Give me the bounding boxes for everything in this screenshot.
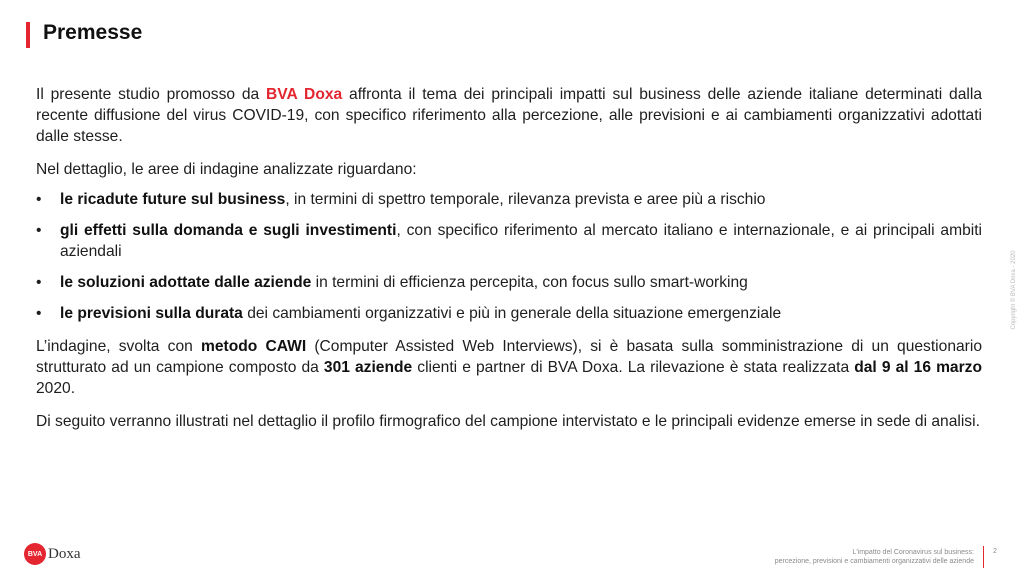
- list-item-bold: le ricadute future sul business: [60, 191, 286, 208]
- methodology-paragraph: [36, 336, 982, 399]
- bullet-icon: •: [36, 222, 42, 239]
- footer-divider: [983, 546, 984, 568]
- areas-list: [36, 189, 982, 324]
- list-item-bold: gli effetti sulla domanda e sugli investimenti: [60, 222, 397, 239]
- bullet-icon: •: [36, 274, 42, 291]
- list-item: [36, 272, 982, 293]
- intro-text-before: Il presente studio promosso da: [36, 86, 267, 103]
- list-item-text: dei cambiamenti organizzativi e più in generale della situazione emergenziale: [242, 305, 782, 322]
- list-item: [36, 189, 982, 210]
- brand-name: BVA Doxa: [266, 86, 343, 103]
- methodology-bold-sample: 301 aziende: [323, 359, 413, 376]
- page-number: 2: [993, 548, 997, 555]
- bullet-icon: •: [36, 191, 42, 208]
- footer-caption-line2: percezione, previsioni e cambiamenti organizzativi delle aziende: [774, 558, 974, 565]
- copyright-notice: Copyright © BVA Doxa - 2020: [1011, 250, 1017, 330]
- bullet-icon: •: [36, 305, 42, 322]
- logo-badge: BVA: [24, 543, 46, 565]
- intro-paragraph: [36, 84, 982, 147]
- areas-intro-paragraph: Nel dettaglio, le aree di indagine analizzate riguardano:: [36, 161, 417, 178]
- bva-doxa-logo: [24, 543, 81, 565]
- page-title: Premesse: [43, 21, 143, 44]
- footer-caption-line1: L'impatto del Coronavirus sul business:: [852, 549, 974, 556]
- list-item-text: in termini di efficienza percepita, con focus sullo smart-working: [311, 274, 748, 291]
- methodology-bold-dates: dal 9 al 16 marzo: [854, 359, 982, 376]
- list-item-text: , in termini di spettro temporale, rilevanza prevista e aree più a rischio: [285, 191, 766, 208]
- body-content: [36, 84, 982, 432]
- methodology-text-1: L’indagine, svolta con: [36, 338, 201, 355]
- intro-text-after: affronta il tema dei principali impatti sul business delle aziende italiane determinati dalla recente diffusione del virus COVID-19, con specifico riferimento alla percezione, alle previsioni e ai cambiamenti organizzativi adottati dalle stesse.: [36, 86, 982, 145]
- list-item-bold: le soluzioni adottate dalle aziende: [60, 274, 312, 291]
- list-item-bold: le previsioni sulla durata: [60, 305, 243, 322]
- title-accent-bar: [26, 22, 30, 48]
- methodology-text-2: (Computer Assisted Web Interviews), si è basata sulla somministrazione di un questionario strutturato ad un campione composto da: [36, 338, 982, 376]
- methodology-bold-method: metodo CAWI: [200, 338, 307, 355]
- list-item: [36, 303, 982, 324]
- list-item-text: , con specifico riferimento al mercato italiano e internazionale, e ai principali ambiti aziendali: [60, 222, 983, 260]
- footer-caption: [714, 548, 974, 566]
- methodology-text-3: clienti e partner di BVA Doxa. La rilevazione è stata realizzata: [412, 359, 855, 376]
- methodology-text-4: 2020.: [36, 380, 76, 397]
- list-item: [36, 220, 982, 262]
- closing-paragraph: Di seguito verranno illustrati nel dettaglio il profilo firmografico del campione intervistato e le principali evidenze emerse in sede di analisi.: [36, 413, 980, 430]
- logo-wordmark: Doxa: [48, 545, 81, 562]
